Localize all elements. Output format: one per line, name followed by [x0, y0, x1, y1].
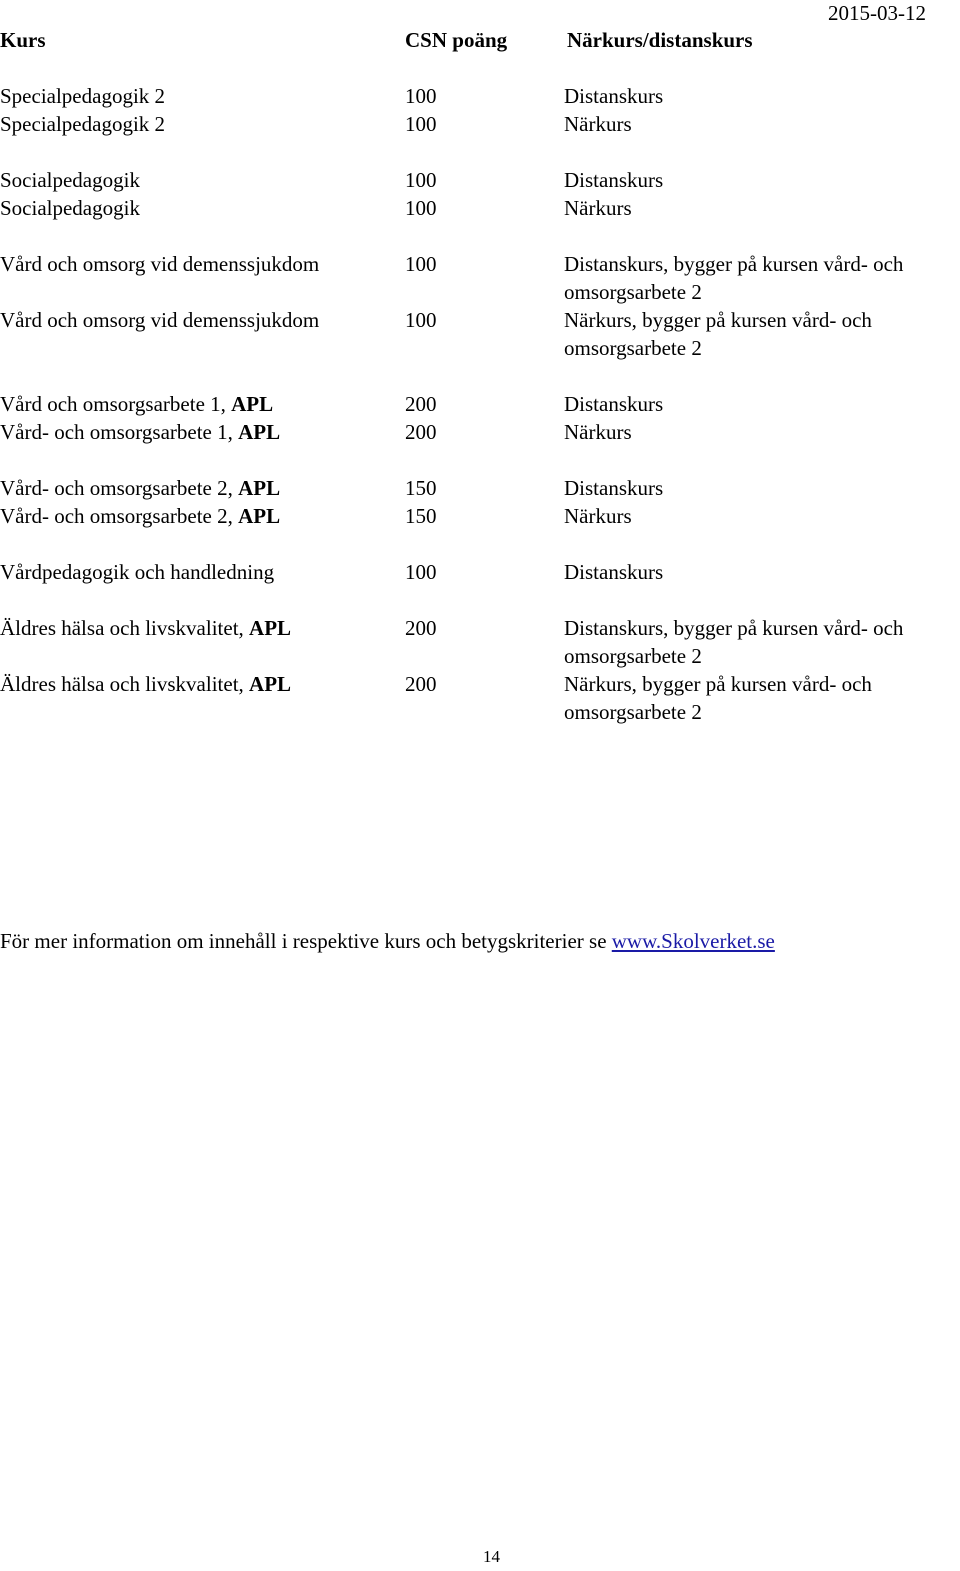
course-name: Socialpedagogik — [0, 196, 140, 220]
header-csn-poang: CSN poäng — [405, 28, 508, 52]
document-date: 2015-03-12 — [828, 1, 926, 25]
course-points: 100 — [405, 168, 437, 192]
course-name: Äldres hälsa och livskvalitet, APL — [0, 616, 292, 640]
course-name: Vård och omsorgsarbete 1, APL — [0, 392, 274, 416]
course-form: Distanskurs — [564, 168, 664, 192]
table-row — [0, 390, 960, 418]
course-form: Närkurs, bygger på kursen vård- och omsorgsarbete 2 — [564, 672, 872, 724]
header-narkurs-distanskurs: Närkurs/distanskurs — [567, 28, 753, 52]
course-form: Närkurs — [564, 420, 632, 444]
course-points: 100 — [405, 112, 437, 136]
course-name: Äldres hälsa och livskvalitet, APL — [0, 672, 292, 696]
course-points: 150 — [405, 504, 437, 528]
header-kurs: Kurs — [0, 28, 46, 52]
course-form: Distanskurs — [564, 560, 664, 584]
course-points: 200 — [405, 392, 437, 416]
course-form: Närkurs — [564, 112, 632, 136]
course-points: 100 — [405, 308, 437, 332]
table-row — [0, 418, 960, 446]
course-table — [0, 82, 960, 726]
course-points: 100 — [405, 84, 437, 108]
table-row — [0, 166, 960, 194]
course-name: Vård och omsorg vid demenssjukdom — [0, 252, 320, 276]
course-points: 100 — [405, 196, 437, 220]
course-name: Specialpedagogik 2 — [0, 84, 166, 108]
course-name: Vård- och omsorgsarbete 2, APL — [0, 504, 281, 528]
course-name: Vård- och omsorgsarbete 1, APL — [0, 420, 281, 444]
course-form: Distanskurs — [564, 84, 664, 108]
table-row — [0, 670, 960, 726]
course-form: Distanskurs, bygger på kursen vård- och omsorgsarbete 2 — [564, 616, 904, 668]
footer-note — [0, 927, 775, 955]
course-name: Specialpedagogik 2 — [0, 112, 166, 136]
course-form: Distanskurs — [564, 392, 664, 416]
course-points: 100 — [405, 252, 437, 276]
table-row — [0, 474, 960, 502]
course-form: Distanskurs — [564, 476, 664, 500]
table-row — [0, 558, 960, 586]
course-points: 200 — [405, 420, 437, 444]
course-name: Vård- och omsorgsarbete 2, APL — [0, 476, 281, 500]
course-form: Närkurs — [564, 196, 632, 220]
course-form: Distanskurs, bygger på kursen vård- och omsorgsarbete 2 — [564, 252, 904, 304]
course-points: 150 — [405, 476, 437, 500]
table-row — [0, 82, 960, 110]
page-number: 14 — [483, 1547, 500, 1566]
table-row — [0, 250, 960, 306]
table-row — [0, 194, 960, 222]
course-points: 200 — [405, 616, 437, 640]
table-row — [0, 110, 960, 138]
course-form: Närkurs, bygger på kursen vård- och omsorgsarbete 2 — [564, 308, 872, 360]
course-points: 100 — [405, 560, 437, 584]
table-row — [0, 502, 960, 530]
table-row — [0, 614, 960, 670]
table-row — [0, 306, 960, 362]
course-form: Närkurs — [564, 504, 632, 528]
course-name: Vårdpedagogik och handledning — [0, 560, 275, 584]
skolverket-link[interactable]: www.Skolverket.se — [611, 929, 775, 953]
footer-text: För mer information om innehåll i respektive kurs och betygskriterier se — [0, 929, 612, 953]
course-name: Socialpedagogik — [0, 168, 140, 192]
course-points: 200 — [405, 672, 437, 696]
course-name: Vård och omsorg vid demenssjukdom — [0, 308, 320, 332]
